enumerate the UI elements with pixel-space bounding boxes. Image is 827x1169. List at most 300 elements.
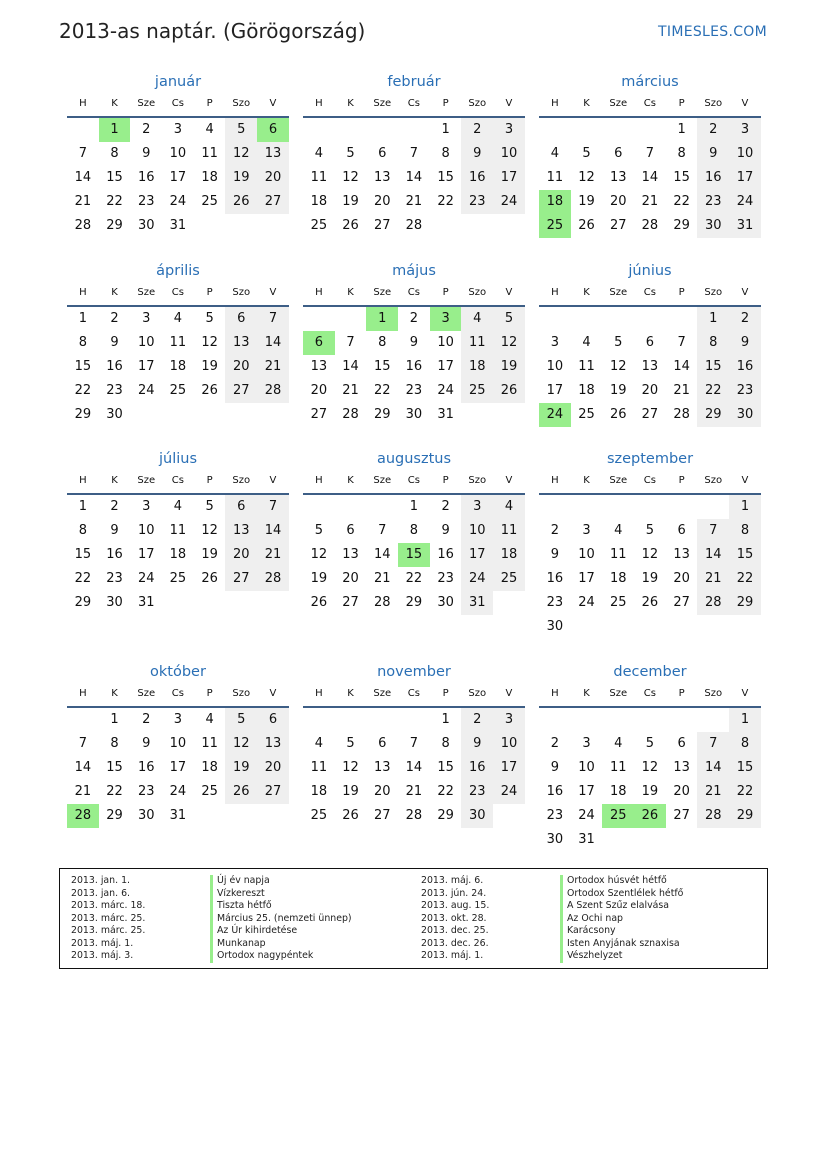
day-cell[interactable]: 4 bbox=[493, 495, 525, 519]
day-cell[interactable]: 23 bbox=[697, 190, 729, 214]
day-cell[interactable]: 30 bbox=[437, 595, 454, 610]
day-cell[interactable]: 14 bbox=[257, 519, 289, 543]
day-cell[interactable]: 18 bbox=[169, 547, 187, 562]
day-cell[interactable]: 20 bbox=[257, 756, 289, 780]
day-cell[interactable]: 28 bbox=[257, 567, 289, 591]
day-cell[interactable]: 28 bbox=[373, 595, 391, 610]
day-cell[interactable]: 15 bbox=[437, 760, 454, 775]
day-cell[interactable]: 2 bbox=[142, 712, 151, 727]
day-cell[interactable]: 29 bbox=[373, 407, 391, 422]
day-cell[interactable]: 18 bbox=[310, 194, 328, 209]
day-cell[interactable]: 20 bbox=[342, 571, 359, 586]
day-cell[interactable]: 15 bbox=[74, 547, 92, 562]
day-cell[interactable]: 19 bbox=[493, 355, 525, 379]
day-cell[interactable]: 4 bbox=[582, 335, 591, 350]
day-cell[interactable]: 3 bbox=[461, 495, 493, 519]
day-cell[interactable]: 15 bbox=[673, 170, 690, 185]
day-cell[interactable]: 21 bbox=[405, 194, 423, 209]
day-cell[interactable]: 21 bbox=[74, 784, 92, 799]
day-cell[interactable]: 5 bbox=[205, 311, 214, 326]
day-cell[interactable]: 3 bbox=[173, 122, 183, 137]
day-cell[interactable]: 31 bbox=[437, 407, 454, 422]
day-cell[interactable]: 6 bbox=[257, 708, 289, 732]
day-cell[interactable]: 1 bbox=[441, 712, 450, 727]
day-cell[interactable]: 4 bbox=[614, 523, 623, 538]
day-cell[interactable]: 3 bbox=[493, 118, 525, 142]
day-cell[interactable]: 18 bbox=[169, 359, 187, 374]
day-cell[interactable]: 23 bbox=[729, 379, 761, 403]
day-cell[interactable]: 20 bbox=[310, 383, 328, 398]
day-cell[interactable]: 10 bbox=[169, 736, 187, 751]
day-cell[interactable]: 28 bbox=[342, 407, 359, 422]
day-cell[interactable]: 22 bbox=[729, 780, 761, 804]
day-cell[interactable]: 19 bbox=[310, 571, 328, 586]
day-cell[interactable]: 22 bbox=[437, 784, 454, 799]
day-cell[interactable]: 9 bbox=[441, 523, 450, 538]
day-cell[interactable]: 16 bbox=[137, 170, 155, 185]
day-cell[interactable]: 20 bbox=[373, 194, 391, 209]
day-cell[interactable]: 17 bbox=[461, 543, 493, 567]
day-cell[interactable]: 25 bbox=[201, 784, 218, 799]
day-cell[interactable]: 29 bbox=[697, 403, 729, 427]
day-cell[interactable]: 21 bbox=[697, 567, 729, 591]
day-cell[interactable]: 19 bbox=[609, 383, 627, 398]
day-cell[interactable]: 13 bbox=[257, 732, 289, 756]
day-cell[interactable]: 14 bbox=[373, 547, 391, 562]
day-cell[interactable]: 12 bbox=[310, 547, 328, 562]
day-cell[interactable]: 21 bbox=[373, 571, 391, 586]
day-cell[interactable]: 18 bbox=[609, 784, 627, 799]
day-cell[interactable]: 5 bbox=[493, 307, 525, 331]
day-cell[interactable]: 26 bbox=[578, 218, 595, 233]
day-cell[interactable]: 31 bbox=[169, 218, 187, 233]
day-cell[interactable]: 30 bbox=[405, 407, 423, 422]
day-cell[interactable]: 31 bbox=[461, 591, 493, 615]
holiday-day-cell[interactable]: 25 bbox=[539, 214, 571, 238]
day-cell[interactable]: 12 bbox=[342, 760, 359, 775]
day-cell[interactable]: 28 bbox=[257, 379, 289, 403]
day-cell[interactable]: 9 bbox=[461, 142, 493, 166]
day-cell[interactable]: 5 bbox=[582, 146, 591, 161]
day-cell[interactable]: 22 bbox=[697, 379, 729, 403]
day-cell[interactable]: 20 bbox=[257, 166, 289, 190]
day-cell[interactable]: 6 bbox=[225, 307, 257, 331]
day-cell[interactable]: 17 bbox=[137, 359, 155, 374]
day-cell[interactable]: 27 bbox=[225, 379, 257, 403]
day-cell[interactable]: 23 bbox=[437, 571, 454, 586]
day-cell[interactable]: 14 bbox=[405, 170, 423, 185]
day-cell[interactable]: 12 bbox=[493, 331, 525, 355]
day-cell[interactable]: 6 bbox=[346, 523, 355, 538]
day-cell[interactable]: 6 bbox=[225, 495, 257, 519]
day-cell[interactable]: 23 bbox=[405, 383, 423, 398]
day-cell[interactable]: 8 bbox=[729, 519, 761, 543]
day-cell[interactable]: 14 bbox=[697, 756, 729, 780]
day-cell[interactable]: 30 bbox=[546, 619, 564, 634]
day-cell[interactable]: 28 bbox=[405, 218, 423, 233]
day-cell[interactable]: 13 bbox=[342, 547, 359, 562]
day-cell[interactable]: 12 bbox=[201, 523, 218, 538]
day-cell[interactable]: 11 bbox=[169, 335, 187, 350]
holiday-day-cell[interactable]: 18 bbox=[539, 190, 571, 214]
day-cell[interactable]: 3 bbox=[142, 499, 151, 514]
day-cell[interactable]: 12 bbox=[641, 547, 659, 562]
day-cell[interactable]: 11 bbox=[310, 170, 328, 185]
day-cell[interactable]: 27 bbox=[342, 595, 359, 610]
day-cell[interactable]: 20 bbox=[609, 194, 627, 209]
day-cell[interactable]: 19 bbox=[641, 571, 659, 586]
day-cell[interactable]: 28 bbox=[74, 218, 92, 233]
day-cell[interactable]: 7 bbox=[697, 732, 729, 756]
day-cell[interactable]: 3 bbox=[142, 311, 151, 326]
day-cell[interactable]: 21 bbox=[673, 383, 690, 398]
day-cell[interactable]: 15 bbox=[74, 359, 92, 374]
day-cell[interactable]: 20 bbox=[225, 355, 257, 379]
day-cell[interactable]: 23 bbox=[461, 190, 493, 214]
holiday-day-cell[interactable]: 6 bbox=[303, 331, 335, 355]
day-cell[interactable]: 2 bbox=[550, 736, 559, 751]
day-cell[interactable]: 8 bbox=[441, 146, 450, 161]
day-cell[interactable]: 19 bbox=[342, 194, 359, 209]
day-cell[interactable]: 7 bbox=[346, 335, 355, 350]
day-cell[interactable]: 8 bbox=[110, 736, 119, 751]
day-cell[interactable]: 31 bbox=[169, 808, 187, 823]
day-cell[interactable]: 9 bbox=[729, 331, 761, 355]
day-cell[interactable]: 8 bbox=[110, 146, 119, 161]
day-cell[interactable]: 27 bbox=[257, 780, 289, 804]
day-cell[interactable]: 13 bbox=[373, 760, 391, 775]
day-cell[interactable]: 30 bbox=[697, 214, 729, 238]
day-cell[interactable]: 16 bbox=[106, 359, 123, 374]
day-cell[interactable]: 4 bbox=[314, 146, 323, 161]
day-cell[interactable]: 17 bbox=[493, 166, 525, 190]
day-cell[interactable]: 14 bbox=[641, 170, 659, 185]
day-cell[interactable]: 23 bbox=[461, 780, 493, 804]
day-cell[interactable]: 21 bbox=[405, 784, 423, 799]
brand-link[interactable]: TIMESLES.COM bbox=[658, 24, 767, 40]
day-cell[interactable]: 22 bbox=[729, 567, 761, 591]
day-cell[interactable]: 8 bbox=[697, 331, 729, 355]
day-cell[interactable]: 8 bbox=[729, 732, 761, 756]
day-cell[interactable]: 2 bbox=[409, 311, 419, 326]
day-cell[interactable]: 20 bbox=[225, 543, 257, 567]
day-cell[interactable]: 7 bbox=[697, 519, 729, 543]
day-cell[interactable]: 7 bbox=[677, 335, 686, 350]
day-cell[interactable]: 31 bbox=[578, 832, 595, 847]
day-cell[interactable]: 11 bbox=[609, 760, 627, 775]
day-cell[interactable]: 15 bbox=[106, 170, 123, 185]
day-cell[interactable]: 8 bbox=[441, 736, 450, 751]
day-cell[interactable]: 29 bbox=[106, 218, 123, 233]
day-cell[interactable]: 8 bbox=[78, 523, 87, 538]
day-cell[interactable]: 22 bbox=[74, 571, 92, 586]
day-cell[interactable]: 6 bbox=[378, 146, 387, 161]
day-cell[interactable]: 23 bbox=[106, 571, 123, 586]
day-cell[interactable]: 24 bbox=[137, 383, 155, 398]
day-cell[interactable]: 6 bbox=[378, 736, 387, 751]
day-cell[interactable]: 12 bbox=[641, 760, 659, 775]
day-cell[interactable]: 26 bbox=[342, 218, 359, 233]
day-cell[interactable]: 3 bbox=[493, 708, 525, 732]
day-cell[interactable]: 30 bbox=[137, 218, 155, 233]
day-cell[interactable]: 14 bbox=[257, 331, 289, 355]
day-cell[interactable]: 10 bbox=[578, 760, 595, 775]
day-cell[interactable]: 14 bbox=[673, 359, 690, 374]
day-cell[interactable]: 11 bbox=[169, 523, 187, 538]
day-cell[interactable]: 24 bbox=[493, 780, 525, 804]
day-cell[interactable]: 1 bbox=[409, 499, 419, 514]
day-cell[interactable]: 15 bbox=[106, 760, 123, 775]
day-cell[interactable]: 8 bbox=[409, 523, 419, 538]
day-cell[interactable]: 21 bbox=[697, 780, 729, 804]
day-cell[interactable]: 14 bbox=[74, 170, 92, 185]
day-cell[interactable]: 12 bbox=[578, 170, 595, 185]
day-cell[interactable]: 17 bbox=[578, 784, 595, 799]
day-cell[interactable]: 2 bbox=[441, 499, 450, 514]
day-cell[interactable]: 18 bbox=[609, 571, 627, 586]
day-cell[interactable]: 22 bbox=[74, 383, 92, 398]
day-cell[interactable]: 8 bbox=[78, 335, 87, 350]
day-cell[interactable]: 29 bbox=[729, 591, 761, 615]
holiday-day-cell[interactable]: 6 bbox=[257, 118, 289, 142]
day-cell[interactable]: 26 bbox=[641, 595, 659, 610]
day-cell[interactable]: 11 bbox=[546, 170, 564, 185]
day-cell[interactable]: 24 bbox=[729, 190, 761, 214]
day-cell[interactable]: 1 bbox=[729, 495, 761, 519]
day-cell[interactable]: 12 bbox=[609, 359, 627, 374]
day-cell[interactable]: 13 bbox=[673, 760, 690, 775]
day-cell[interactable]: 2 bbox=[550, 523, 559, 538]
day-cell[interactable]: 24 bbox=[493, 190, 525, 214]
day-cell[interactable]: 27 bbox=[609, 218, 627, 233]
day-cell[interactable]: 9 bbox=[461, 732, 493, 756]
holiday-day-cell[interactable]: 1 bbox=[99, 118, 131, 142]
holiday-day-cell[interactable]: 24 bbox=[539, 403, 571, 427]
day-cell[interactable]: 2 bbox=[729, 307, 761, 331]
day-cell[interactable]: 3 bbox=[729, 118, 761, 142]
day-cell[interactable]: 4 bbox=[173, 499, 183, 514]
day-cell[interactable]: 22 bbox=[106, 194, 123, 209]
day-cell[interactable]: 16 bbox=[106, 547, 123, 562]
day-cell[interactable]: 26 bbox=[310, 595, 328, 610]
day-cell[interactable]: 19 bbox=[225, 756, 257, 780]
day-cell[interactable]: 18 bbox=[578, 383, 595, 398]
day-cell[interactable]: 16 bbox=[461, 166, 493, 190]
day-cell[interactable]: 24 bbox=[578, 595, 595, 610]
day-cell[interactable]: 6 bbox=[645, 335, 655, 350]
day-cell[interactable]: 5 bbox=[314, 523, 323, 538]
day-cell[interactable]: 10 bbox=[137, 335, 155, 350]
day-cell[interactable]: 25 bbox=[493, 567, 525, 591]
day-cell[interactable]: 17 bbox=[578, 571, 595, 586]
day-cell[interactable]: 23 bbox=[106, 383, 123, 398]
day-cell[interactable]: 15 bbox=[697, 355, 729, 379]
day-cell[interactable]: 21 bbox=[74, 194, 92, 209]
day-cell[interactable]: 19 bbox=[641, 784, 659, 799]
day-cell[interactable]: 25 bbox=[609, 595, 627, 610]
day-cell[interactable]: 2 bbox=[461, 708, 493, 732]
day-cell[interactable]: 3 bbox=[582, 523, 591, 538]
day-cell[interactable]: 13 bbox=[641, 359, 659, 374]
day-cell[interactable]: 9 bbox=[142, 146, 151, 161]
day-cell[interactable]: 25 bbox=[310, 808, 328, 823]
day-cell[interactable]: 16 bbox=[137, 760, 155, 775]
day-cell[interactable]: 30 bbox=[137, 808, 155, 823]
day-cell[interactable]: 27 bbox=[673, 595, 690, 610]
day-cell[interactable]: 27 bbox=[310, 407, 328, 422]
day-cell[interactable]: 26 bbox=[225, 190, 257, 214]
day-cell[interactable]: 12 bbox=[201, 335, 218, 350]
day-cell[interactable]: 2 bbox=[142, 122, 151, 137]
day-cell[interactable]: 14 bbox=[405, 760, 423, 775]
day-cell[interactable]: 20 bbox=[373, 784, 391, 799]
day-cell[interactable]: 22 bbox=[437, 194, 454, 209]
day-cell[interactable]: 26 bbox=[225, 780, 257, 804]
day-cell[interactable]: 4 bbox=[461, 307, 493, 331]
day-cell[interactable]: 21 bbox=[257, 543, 289, 567]
day-cell[interactable]: 13 bbox=[673, 547, 690, 562]
day-cell[interactable]: 7 bbox=[78, 146, 87, 161]
day-cell[interactable]: 1 bbox=[697, 307, 729, 331]
day-cell[interactable]: 14 bbox=[342, 359, 359, 374]
day-cell[interactable]: 4 bbox=[173, 311, 183, 326]
day-cell[interactable]: 26 bbox=[342, 808, 359, 823]
day-cell[interactable]: 27 bbox=[641, 407, 659, 422]
day-cell[interactable]: 9 bbox=[697, 142, 729, 166]
day-cell[interactable]: 12 bbox=[342, 170, 359, 185]
day-cell[interactable]: 5 bbox=[225, 708, 257, 732]
day-cell[interactable]: 5 bbox=[346, 736, 355, 751]
day-cell[interactable]: 1 bbox=[441, 122, 450, 137]
day-cell[interactable]: 10 bbox=[461, 519, 493, 543]
day-cell[interactable]: 16 bbox=[461, 756, 493, 780]
day-cell[interactable]: 10 bbox=[137, 523, 155, 538]
day-cell[interactable]: 30 bbox=[546, 832, 564, 847]
day-cell[interactable]: 5 bbox=[346, 146, 355, 161]
day-cell[interactable]: 7 bbox=[257, 495, 289, 519]
day-cell[interactable]: 10 bbox=[729, 142, 761, 166]
day-cell[interactable]: 17 bbox=[493, 756, 525, 780]
day-cell[interactable]: 17 bbox=[137, 547, 155, 562]
day-cell[interactable]: 24 bbox=[137, 571, 155, 586]
day-cell[interactable]: 28 bbox=[673, 407, 690, 422]
day-cell[interactable]: 13 bbox=[310, 359, 328, 374]
day-cell[interactable]: 25 bbox=[169, 571, 187, 586]
day-cell[interactable]: 18 bbox=[201, 170, 218, 185]
day-cell[interactable]: 2 bbox=[110, 311, 119, 326]
day-cell[interactable]: 18 bbox=[493, 543, 525, 567]
day-cell[interactable]: 10 bbox=[493, 732, 525, 756]
day-cell[interactable]: 18 bbox=[461, 355, 493, 379]
day-cell[interactable]: 19 bbox=[578, 194, 595, 209]
day-cell[interactable]: 9 bbox=[409, 335, 419, 350]
day-cell[interactable]: 29 bbox=[74, 595, 92, 610]
day-cell[interactable]: 30 bbox=[461, 804, 493, 828]
day-cell[interactable]: 4 bbox=[205, 122, 214, 137]
day-cell[interactable]: 12 bbox=[225, 142, 257, 166]
day-cell[interactable]: 28 bbox=[697, 591, 729, 615]
day-cell[interactable]: 23 bbox=[137, 194, 155, 209]
day-cell[interactable]: 9 bbox=[550, 760, 559, 775]
day-cell[interactable]: 2 bbox=[697, 118, 729, 142]
day-cell[interactable]: 25 bbox=[201, 194, 218, 209]
day-cell[interactable]: 17 bbox=[437, 359, 454, 374]
day-cell[interactable]: 1 bbox=[78, 311, 87, 326]
day-cell[interactable]: 5 bbox=[614, 335, 623, 350]
day-cell[interactable]: 22 bbox=[673, 194, 690, 209]
day-cell[interactable]: 29 bbox=[729, 804, 761, 828]
day-cell[interactable]: 4 bbox=[550, 146, 559, 161]
day-cell[interactable]: 29 bbox=[673, 218, 690, 233]
day-cell[interactable]: 8 bbox=[677, 146, 686, 161]
day-cell[interactable]: 1 bbox=[729, 708, 761, 732]
day-cell[interactable]: 28 bbox=[697, 804, 729, 828]
day-cell[interactable]: 10 bbox=[546, 359, 564, 374]
day-cell[interactable]: 13 bbox=[225, 519, 257, 543]
day-cell[interactable]: 26 bbox=[609, 407, 627, 422]
day-cell[interactable]: 15 bbox=[437, 170, 454, 185]
day-cell[interactable]: 21 bbox=[641, 194, 659, 209]
day-cell[interactable]: 9 bbox=[110, 335, 119, 350]
day-cell[interactable]: 13 bbox=[257, 142, 289, 166]
day-cell[interactable]: 18 bbox=[201, 760, 218, 775]
holiday-day-cell[interactable]: 15 bbox=[398, 543, 430, 567]
holiday-day-cell[interactable]: 25 bbox=[602, 804, 634, 828]
day-cell[interactable]: 11 bbox=[493, 519, 525, 543]
day-cell[interactable]: 22 bbox=[106, 784, 123, 799]
day-cell[interactable]: 17 bbox=[169, 760, 187, 775]
day-cell[interactable]: 27 bbox=[373, 808, 391, 823]
holiday-day-cell[interactable]: 26 bbox=[634, 804, 666, 828]
day-cell[interactable]: 15 bbox=[729, 543, 761, 567]
day-cell[interactable]: 4 bbox=[614, 736, 623, 751]
day-cell[interactable]: 29 bbox=[405, 595, 423, 610]
day-cell[interactable]: 19 bbox=[201, 547, 218, 562]
day-cell[interactable]: 30 bbox=[106, 595, 123, 610]
day-cell[interactable]: 4 bbox=[205, 712, 214, 727]
day-cell[interactable]: 13 bbox=[609, 170, 627, 185]
day-cell[interactable]: 19 bbox=[201, 359, 218, 374]
day-cell[interactable]: 6 bbox=[677, 523, 686, 538]
day-cell[interactable]: 5 bbox=[205, 499, 214, 514]
day-cell[interactable]: 3 bbox=[173, 712, 183, 727]
day-cell[interactable]: 20 bbox=[673, 571, 690, 586]
day-cell[interactable]: 14 bbox=[697, 543, 729, 567]
day-cell[interactable]: 7 bbox=[257, 307, 289, 331]
day-cell[interactable]: 23 bbox=[546, 595, 564, 610]
day-cell[interactable]: 30 bbox=[729, 403, 761, 427]
day-cell[interactable]: 27 bbox=[673, 808, 690, 823]
day-cell[interactable]: 7 bbox=[78, 736, 87, 751]
day-cell[interactable]: 16 bbox=[546, 784, 564, 799]
day-cell[interactable]: 9 bbox=[550, 547, 559, 562]
day-cell[interactable]: 13 bbox=[225, 331, 257, 355]
day-cell[interactable]: 23 bbox=[137, 784, 155, 799]
day-cell[interactable]: 16 bbox=[546, 571, 564, 586]
day-cell[interactable]: 1 bbox=[677, 122, 686, 137]
day-cell[interactable]: 10 bbox=[437, 335, 454, 350]
day-cell[interactable]: 10 bbox=[493, 142, 525, 166]
day-cell[interactable]: 16 bbox=[729, 355, 761, 379]
day-cell[interactable]: 16 bbox=[405, 359, 423, 374]
day-cell[interactable]: 16 bbox=[697, 166, 729, 190]
day-cell[interactable]: 24 bbox=[169, 194, 187, 209]
day-cell[interactable]: 26 bbox=[493, 379, 525, 403]
day-cell[interactable]: 28 bbox=[641, 218, 659, 233]
day-cell[interactable]: 17 bbox=[169, 170, 187, 185]
day-cell[interactable]: 9 bbox=[142, 736, 151, 751]
day-cell[interactable]: 6 bbox=[614, 146, 623, 161]
